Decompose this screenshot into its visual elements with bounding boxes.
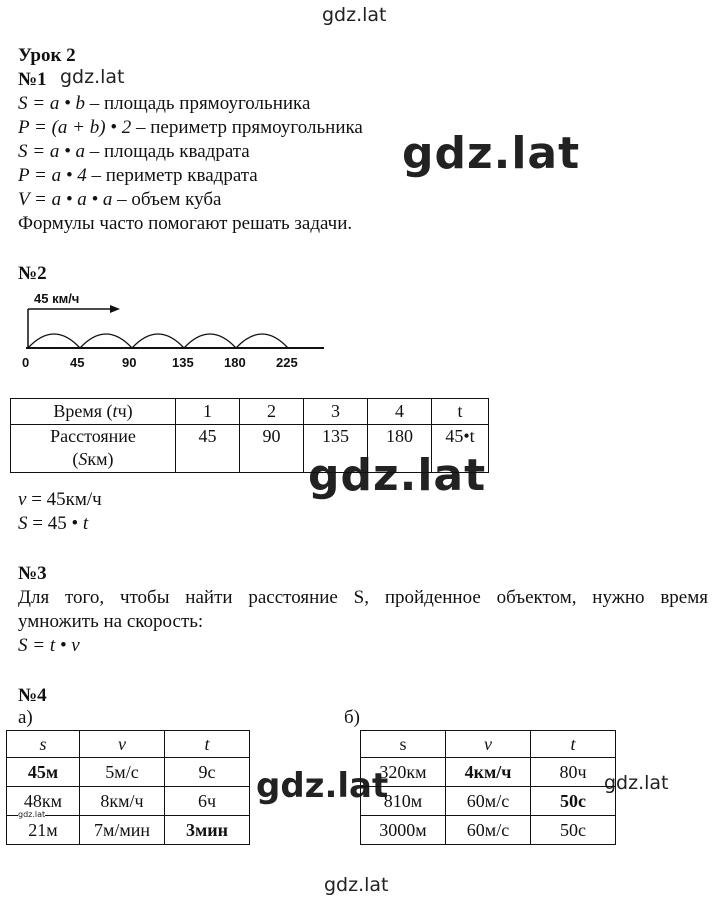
distance-cell: 180 bbox=[368, 425, 432, 473]
table-cell: 4км/ч bbox=[446, 758, 531, 787]
jump-arc bbox=[80, 334, 132, 348]
formula-expression: P = (a + b) • 2 bbox=[18, 117, 132, 138]
formula-line bbox=[18, 116, 363, 140]
table-cell: 50с bbox=[531, 816, 616, 845]
tick-label: 225 bbox=[276, 355, 298, 370]
row-header-distance: Расстояние (Sкм) bbox=[11, 425, 176, 473]
time-cell: 4 bbox=[368, 399, 432, 425]
table-header-row bbox=[7, 731, 250, 758]
table-cell: 8км/ч bbox=[80, 787, 165, 816]
time-cell: t bbox=[432, 399, 489, 425]
table-cell: 9с bbox=[165, 758, 250, 787]
table-cell: 3000м bbox=[361, 816, 446, 845]
table-cell: 45м bbox=[7, 758, 80, 787]
formula-line bbox=[18, 140, 250, 164]
part-a-label: а) bbox=[18, 707, 33, 728]
task3-number: №3 bbox=[18, 563, 47, 584]
number-line-diagram bbox=[0, 284, 340, 374]
time-cell: 1 bbox=[176, 399, 240, 425]
watermark-tiny: gdz.lat bbox=[18, 810, 46, 819]
task3-formula: S = t • v bbox=[18, 635, 80, 656]
formula-description: – периметр квадрата bbox=[86, 165, 258, 186]
watermark-top: gdz.lat bbox=[322, 4, 387, 26]
column-header: t bbox=[531, 731, 616, 758]
table-cell: 320км bbox=[361, 758, 446, 787]
jump-arc bbox=[236, 334, 288, 348]
column-header: s bbox=[361, 731, 446, 758]
column-header: s bbox=[7, 731, 80, 758]
task3-text-line1: Для того, чтобы найти расстояние S, пройденное объектом, нужно время bbox=[18, 587, 708, 608]
table-part-b bbox=[360, 730, 616, 845]
formula-distance: S = 45 • t bbox=[18, 513, 89, 534]
jump-arc bbox=[132, 334, 184, 348]
table-cell: 48км bbox=[7, 787, 80, 816]
task2-number: №2 bbox=[18, 263, 47, 284]
speed-arrow-head bbox=[110, 305, 120, 313]
formula-expression: S = a • a bbox=[18, 141, 85, 162]
table-cell: 6ч bbox=[165, 787, 250, 816]
table-row bbox=[361, 787, 616, 816]
distance-cell: 135 bbox=[304, 425, 368, 473]
jump-arc bbox=[28, 334, 80, 348]
task4-number: №4 bbox=[18, 685, 47, 706]
watermark-large-1: gdz.lat bbox=[402, 128, 581, 179]
watermark-bottom: gdz.lat bbox=[324, 874, 389, 896]
time-cell: 2 bbox=[240, 399, 304, 425]
part-b-label: б) bbox=[344, 707, 360, 728]
table-cell: 7м/мин bbox=[80, 816, 165, 845]
formula-description: – периметр прямоугольника bbox=[131, 117, 363, 138]
column-header: v bbox=[80, 731, 165, 758]
table-row bbox=[7, 816, 250, 845]
formula-speed: v = 45км/ч bbox=[18, 489, 102, 510]
table-row bbox=[7, 758, 250, 787]
watermark-right: gdz.lat bbox=[604, 772, 669, 794]
jump-arc bbox=[184, 334, 236, 348]
table-cell: 5м/с bbox=[80, 758, 165, 787]
formula-expression: S = a • b bbox=[18, 93, 85, 114]
task1-number: №1 bbox=[18, 69, 47, 90]
row-header-distance-line1: Расстояние bbox=[50, 426, 136, 446]
table-cell: 21м bbox=[7, 816, 80, 845]
column-header: v bbox=[446, 731, 531, 758]
time-cell: 3 bbox=[304, 399, 368, 425]
table-cell: 60м/с bbox=[446, 787, 531, 816]
watermark-large-3: gdz.lat bbox=[256, 766, 389, 806]
table-cell: 50с bbox=[531, 787, 616, 816]
formula-description: – площадь прямоугольника bbox=[84, 93, 311, 114]
formula-description: – площадь квадрата bbox=[84, 141, 250, 162]
distance-time-table bbox=[10, 398, 489, 473]
watermark-inline: gdz.lat bbox=[60, 66, 125, 88]
task1-conclusion: Формулы часто помогают решать задачи. bbox=[18, 213, 353, 234]
distance-cell: 90 bbox=[240, 425, 304, 473]
table-cell: 3мин bbox=[165, 816, 250, 845]
formula-line bbox=[18, 92, 310, 116]
table-row bbox=[361, 758, 616, 787]
table-header-row bbox=[361, 731, 616, 758]
formula-expression: P = a • 4 bbox=[18, 165, 87, 186]
distance-cell: 45 bbox=[176, 425, 240, 473]
row-header-time: Время (tч) bbox=[11, 399, 176, 425]
table-cell: 810м bbox=[361, 787, 446, 816]
task3-text-line2: умножить на скорость: bbox=[18, 611, 204, 632]
tick-label: 90 bbox=[122, 355, 137, 370]
tick-label: 0 bbox=[22, 355, 30, 370]
speed-label: 45 км/ч bbox=[34, 291, 80, 306]
table-part-a bbox=[6, 730, 250, 845]
formula-description: – объем куба bbox=[112, 189, 222, 210]
tick-label: 135 bbox=[172, 355, 194, 370]
tick-label: 45 bbox=[70, 355, 85, 370]
watermark-large-2: gdz.lat bbox=[308, 450, 487, 501]
formula-expression: V = a • a • a bbox=[18, 189, 113, 210]
table-cell: 80ч bbox=[531, 758, 616, 787]
formula-line bbox=[18, 188, 221, 212]
table-row bbox=[11, 425, 489, 473]
table-cell: 60м/с bbox=[446, 816, 531, 845]
lesson-title: Урок 2 bbox=[18, 45, 76, 66]
formula-line bbox=[18, 164, 258, 188]
distance-cell: 45•t bbox=[432, 425, 489, 473]
table-row bbox=[361, 816, 616, 845]
table-row bbox=[11, 399, 489, 425]
tick-label: 180 bbox=[224, 355, 246, 370]
column-header: t bbox=[165, 731, 250, 758]
